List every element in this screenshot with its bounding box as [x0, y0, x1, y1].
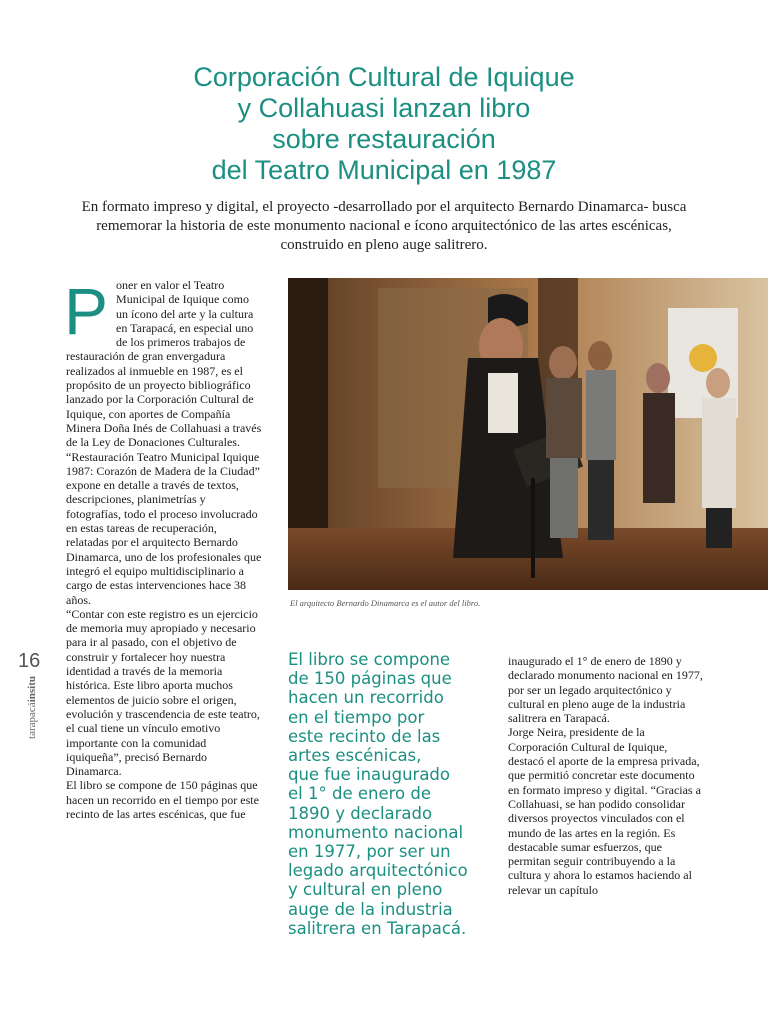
- pull-quote-line: auge de la industria: [288, 899, 453, 919]
- body-paragraph: inaugurado el 1° de enero de 1890 y declarado monumento nacional en 1977, por ser un legado arquitectónico y cultural en pleno auge de la industria salitrera en Tarapacá.: [508, 654, 703, 726]
- body-paragraph: El libro se compone de 150 páginas que hacen un recorrido en el tiempo por este recinto de las artes escénicas, que fue: [66, 778, 259, 821]
- pull-quote-line: El libro se compone: [288, 650, 451, 669]
- magazine-name-b: insitu: [26, 676, 38, 703]
- pull-quote-line: este recinto de las: [288, 726, 441, 746]
- body-paragraph: “Contar con este registro es un ejercicio de memoria muy apropiado y necesario para ir al pasado, con el objetivo de construir y fortalecer hoy nuestra identidad a través de la memoria histórica. Este libro aporta muchos elementos de juicio sobre el origen, evolución y trascendencia de este teatro, el cual tiene un vínculo emotivo importante con la comunidad iquiqueña”, precisó Bernardo Dinamarca.: [66, 606, 260, 779]
- title-line: sobre restauración: [272, 124, 496, 154]
- body-paragraph: oner en valor el Teatro Municipal de Iquique como un ícono del arte y la cultura en Tarapacá, en especial uno de los primeros trabajos de restauración de gran envergadura realizados al inmueble en 1987, es el propósito de un proyecto bibliográfico lanzado por la Corporación Cultural de Iquique, con aportes de Compañía Minera Doña Inés de Collahuasi a través de la Ley de Donaciones Culturales.: [66, 278, 262, 450]
- photo-illustration: [288, 278, 768, 590]
- pull-quote-line: salitrera en Tarapacá.: [288, 918, 467, 938]
- article-title: [100, 62, 668, 186]
- pull-quote-line: y cultural en pleno: [288, 880, 443, 900]
- article-photo: [288, 278, 768, 590]
- pull-quote-line: hacen un recorrido: [288, 688, 444, 708]
- pull-quote-line: el 1° de enero de: [288, 784, 431, 804]
- pull-quote-line: monumento nacional: [288, 822, 464, 842]
- pull-quote-line: legado arquitectónico: [288, 861, 468, 881]
- pull-quote-line: en 1977, por ser un: [288, 842, 451, 862]
- drop-cap: P: [64, 274, 109, 348]
- title-line: del Teatro Municipal en 1987: [211, 155, 557, 185]
- pull-quote-line: en el tiempo por: [288, 707, 425, 727]
- pull-quote-line: 1890 y declarado: [288, 803, 433, 823]
- body-paragraph: “Restauración Teatro Municipal Iquique 1987: Corazón de Madera de la Ciudad” expone en detalle a través de textos, descripciones, planimetrías y fotografías, todo el proceso involucrado en estas tareas de recuperación, relatadas por el arquitecto Bernardo Dinamarca, uno de los profesionales que integró el equipo multidisciplinario a cargo de estas intervenciones hace 38 años.: [66, 449, 262, 607]
- body-column-right: [508, 654, 704, 897]
- body-column-left: [64, 274, 262, 821]
- pull-quote-line: de 150 páginas que: [288, 669, 452, 689]
- page-number: 16: [18, 650, 41, 672]
- magazine-name: [26, 676, 46, 739]
- magazine-name-a: tarapacá: [26, 702, 38, 739]
- title-line: y Collahuasi lanzan libro: [237, 93, 531, 123]
- pull-quote-line: que fue inaugurado: [288, 765, 450, 785]
- pull-quote: [288, 650, 488, 938]
- body-paragraph: Jorge Neira, presidente de la Corporación Cultural de Iquique, destacó el aporte de la empresa privada, que permitió concretar este documento en formato impreso y digital. “Gracias a Collahuasi, se han podido consolidar diversos proyectos vinculados con el mundo de las artes en la región. Es destacable sumar esfuerzos, que permitan seguir contribuyendo a la cultura y ahora lo estamos haciendo al relevar un capítulo: [508, 725, 701, 897]
- title-line: Corporación Cultural de Iquique: [193, 62, 575, 92]
- article-subtitle: En formato impreso y digital, el proyecto -desarrollado por el arquitecto Bernardo Dinamarca- busca rememorar la historia de este monumento nacional e ícono arquitectónico de las artes escénicas, construido en pleno auge salitrero.: [81, 199, 687, 253]
- photo-caption: El arquitecto Bernardo Dinamarca es el autor del libro.: [290, 598, 481, 608]
- pull-quote-line: artes escénicas,: [288, 746, 422, 766]
